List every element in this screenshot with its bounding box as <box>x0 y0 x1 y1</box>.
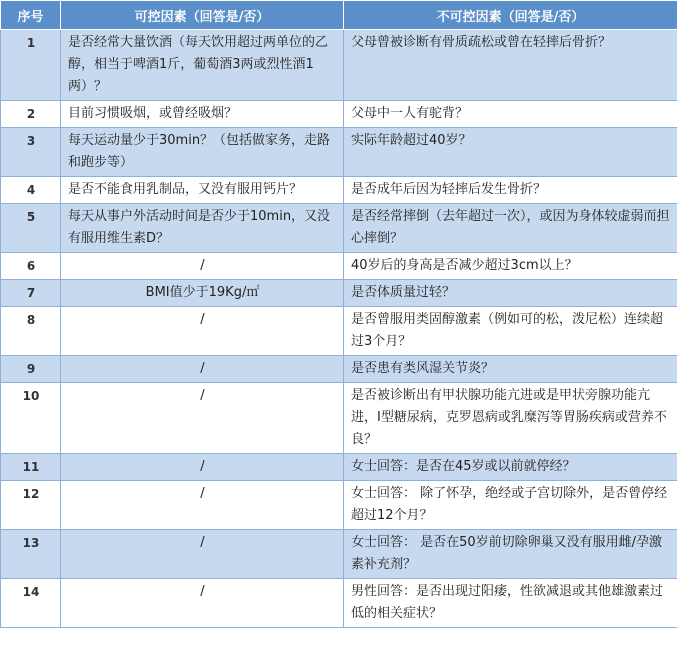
table-row <box>1 579 677 628</box>
header-controllable: 可控因素（回答是/否） <box>61 1 344 30</box>
table-row <box>1 128 677 177</box>
uncontrollable-cell: 实际年龄超过40岁？ <box>344 128 677 177</box>
header-uncontrollable: 不可控因素（回答是/否） <box>344 1 677 30</box>
uncontrollable-cell: 是否经常摔倒（去年超过一次），或因为身体较虚弱而担心摔倒？ <box>344 204 677 253</box>
row-number: 2 <box>1 101 61 128</box>
uncontrollable-cell: 是否曾服用类固醇激素（例如可的松，泼尼松）连续超过3个月？ <box>344 307 677 356</box>
controllable-cell: / <box>61 530 344 579</box>
controllable-cell: / <box>61 253 344 280</box>
table-row <box>1 481 677 530</box>
controllable-cell: / <box>61 383 344 454</box>
uncontrollable-cell: 是否成年后因为轻摔后发生骨折？ <box>344 177 677 204</box>
uncontrollable-cell: 女士回答： 是否在50岁前切除卵巢又没有服用雌/孕激素补充剂？ <box>344 530 677 579</box>
table-row <box>1 177 677 204</box>
row-number: 7 <box>1 280 61 307</box>
table-row <box>1 383 677 454</box>
row-number: 11 <box>1 454 61 481</box>
controllable-cell: / <box>61 307 344 356</box>
table-row <box>1 307 677 356</box>
row-number: 1 <box>1 30 61 101</box>
uncontrollable-cell: 是否体质量过轻？ <box>344 280 677 307</box>
uncontrollable-cell: 女士回答： 除了怀孕，绝经或子宫切除外，是否曾停经超过12个月？ <box>344 481 677 530</box>
row-number: 14 <box>1 579 61 628</box>
controllable-cell: / <box>61 481 344 530</box>
controllable-cell: 每天运动量少于30min？（包括做家务，走路和跑步等） <box>61 128 344 177</box>
row-number: 12 <box>1 481 61 530</box>
uncontrollable-cell: 40岁后的身高是否减少超过3cm以上？ <box>344 253 677 280</box>
controllable-cell: BMI值少于19Kg/㎡ <box>61 280 344 307</box>
uncontrollable-cell: 是否患有类风湿关节炎？ <box>344 356 677 383</box>
row-number: 6 <box>1 253 61 280</box>
header-no: 序号 <box>1 1 61 30</box>
table-row <box>1 30 677 101</box>
uncontrollable-cell: 是否被诊断出有甲状腺功能亢进或是甲状旁腺功能亢进，Ⅰ型糖尿病，克罗恩病或乳糜泻等胃肠疾病或营养不良？ <box>344 383 677 454</box>
uncontrollable-cell: 父母中一人有驼背？ <box>344 101 677 128</box>
uncontrollable-cell: 父母曾被诊断有骨质疏松或曾在轻摔后骨折？ <box>344 30 677 101</box>
header-row <box>1 1 677 30</box>
table-row <box>1 530 677 579</box>
table-row <box>1 204 677 253</box>
controllable-cell: / <box>61 454 344 481</box>
row-number: 3 <box>1 128 61 177</box>
controllable-cell: 是否经常大量饮酒（每天饮用超过两单位的乙醇，相当于啤酒1斤，葡萄酒3两或烈性酒1两）？ <box>61 30 344 101</box>
controllable-cell: / <box>61 356 344 383</box>
table-row <box>1 101 677 128</box>
uncontrollable-cell: 女士回答：是否在45岁或以前就停经？ <box>344 454 677 481</box>
row-number: 5 <box>1 204 61 253</box>
table-row <box>1 356 677 383</box>
controllable-cell: 每天从事户外活动时间是否少于10min，又没有服用维生素D？ <box>61 204 344 253</box>
table-row <box>1 280 677 307</box>
table-row <box>1 253 677 280</box>
uncontrollable-cell: 男性回答：是否出现过阳痿，性欲减退或其他雄激素过低的相关症状？ <box>344 579 677 628</box>
row-number: 9 <box>1 356 61 383</box>
row-number: 10 <box>1 383 61 454</box>
controllable-cell: 是否不能食用乳制品，又没有服用钙片？ <box>61 177 344 204</box>
controllable-cell: / <box>61 579 344 628</box>
row-number: 8 <box>1 307 61 356</box>
controllable-cell: 目前习惯吸烟，或曾经吸烟？ <box>61 101 344 128</box>
row-number: 4 <box>1 177 61 204</box>
table-row <box>1 454 677 481</box>
row-number: 13 <box>1 530 61 579</box>
